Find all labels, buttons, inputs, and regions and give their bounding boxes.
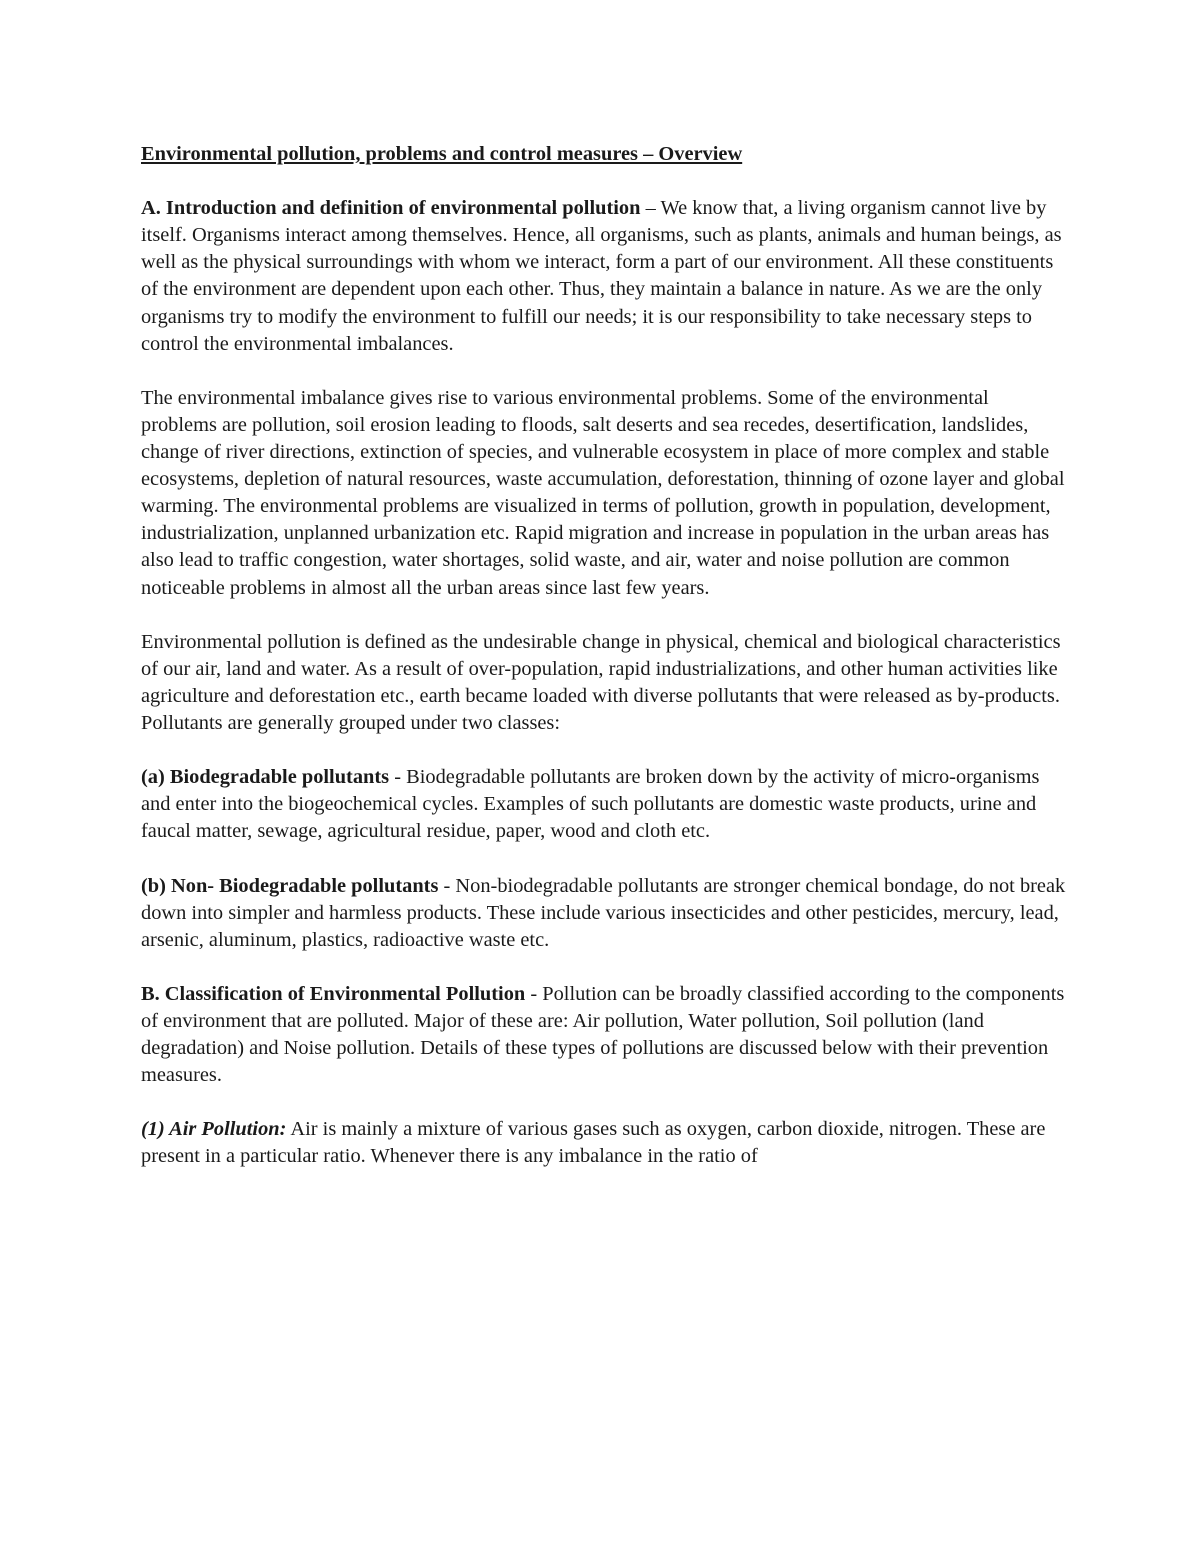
section-a-separator: – bbox=[640, 197, 661, 220]
section-a-paragraph bbox=[141, 195, 1066, 358]
problems-paragraph: The environmental imbalance gives rise to various environmental problems. Some of the environmental problems are pollution, soil erosion leading to floods, salt deserts and sea recedes, desertification, landslides, change of river directions, extinction of species, and vulnerable ecosystem in place of more complex and stable ecosystems, depletion of natural resources, waste accumulation, deforestation, thinning of ozone layer and global warming. The environmental problems are visualized in terms of pollution, growth in population, development, industrialization, unplanned urbanization etc. Rapid migration and increase in population in the urban areas has also lead to traffic congestion, water shortages, solid waste, and air, water and noise pollution are common noticeable problems in almost all the urban areas since last few years. bbox=[141, 386, 1065, 599]
biodegradable-text: Biodegradable pollutants are broken down by the activity of micro-organisms and enter into the biogeochemical cycles. Examples of such pollutants are domestic waste products, urine and faucal matter, sewage, agricultural residue, paper, wood and cloth etc. bbox=[141, 766, 1040, 843]
section-b-separator: - bbox=[525, 982, 543, 1005]
section-a-text: We know that, a living organism cannot live by itself. Organisms interact among themselves. Hence, all organisms, such as plants, animals and human beings, as well as the physical surroundings with whom we interact, form a part of our environment. All these constituents of the environment are dependent upon each other. Thus, they maintain a balance in nature. As we are the only organisms try to modify the environment to fulfill our needs; it is our responsibility to take necessary steps to control the environmental imbalances. bbox=[141, 197, 1062, 355]
definition-paragraph: Environmental pollution is defined as the undesirable change in physical, chemical and biological characteristics of our air, land and water. As a result of over-population, rapid industrializations, and other human activities like agriculture and deforestation etc., earth became loaded with diverse pollutants that were released as by-products. Pollutants are generally grouped under two classes: bbox=[141, 630, 1061, 734]
document-title: Environmental pollution, problems and control measures – Overview bbox=[141, 143, 743, 165]
biodegradable-separator: - bbox=[389, 766, 407, 789]
section-a-heading: A. Introduction and definition of environmental pollution bbox=[141, 197, 641, 220]
biodegradable-heading: (a) Biodegradable pollutants bbox=[141, 766, 390, 789]
air-pollution-heading: (1) Air Pollution: bbox=[141, 1118, 287, 1141]
non-biodegradable-paragraph bbox=[141, 873, 1066, 954]
biodegradable-paragraph bbox=[141, 764, 1066, 845]
section-b-text: Pollution can be broadly classified according to the components of environment that are polluted. Major of these are: Air pollution, Water pollution, Soil pollution (land degradation) and Noise pollution. Details of these types of pollutions are discussed below with their prevention measures. bbox=[141, 982, 1065, 1087]
non-biodegradable-separator: - bbox=[438, 874, 456, 897]
non-biodegradable-text: Non-biodegradable pollutants are stronger chemical bondage, do not break down into simpler and harmless products. These include various insecticides and other pesticides, mercury, lead, arsenic, aluminum, plastics, radioactive waste etc. bbox=[141, 874, 1066, 951]
section-b-paragraph bbox=[141, 981, 1066, 1089]
air-pollution-text: Air is mainly a mixture of various gases such as oxygen, carbon dioxide, nitrogen. These are present in a particular ratio. Whenever there is any imbalance in the ratio of bbox=[141, 1118, 1046, 1168]
non-biodegradable-heading: (b) Non- Biodegradable pollutants bbox=[141, 874, 439, 897]
section-b-heading: B. Classification of Environmental Pollution bbox=[141, 982, 526, 1005]
document-page bbox=[141, 141, 1066, 1198]
air-pollution-paragraph bbox=[141, 1116, 1066, 1170]
